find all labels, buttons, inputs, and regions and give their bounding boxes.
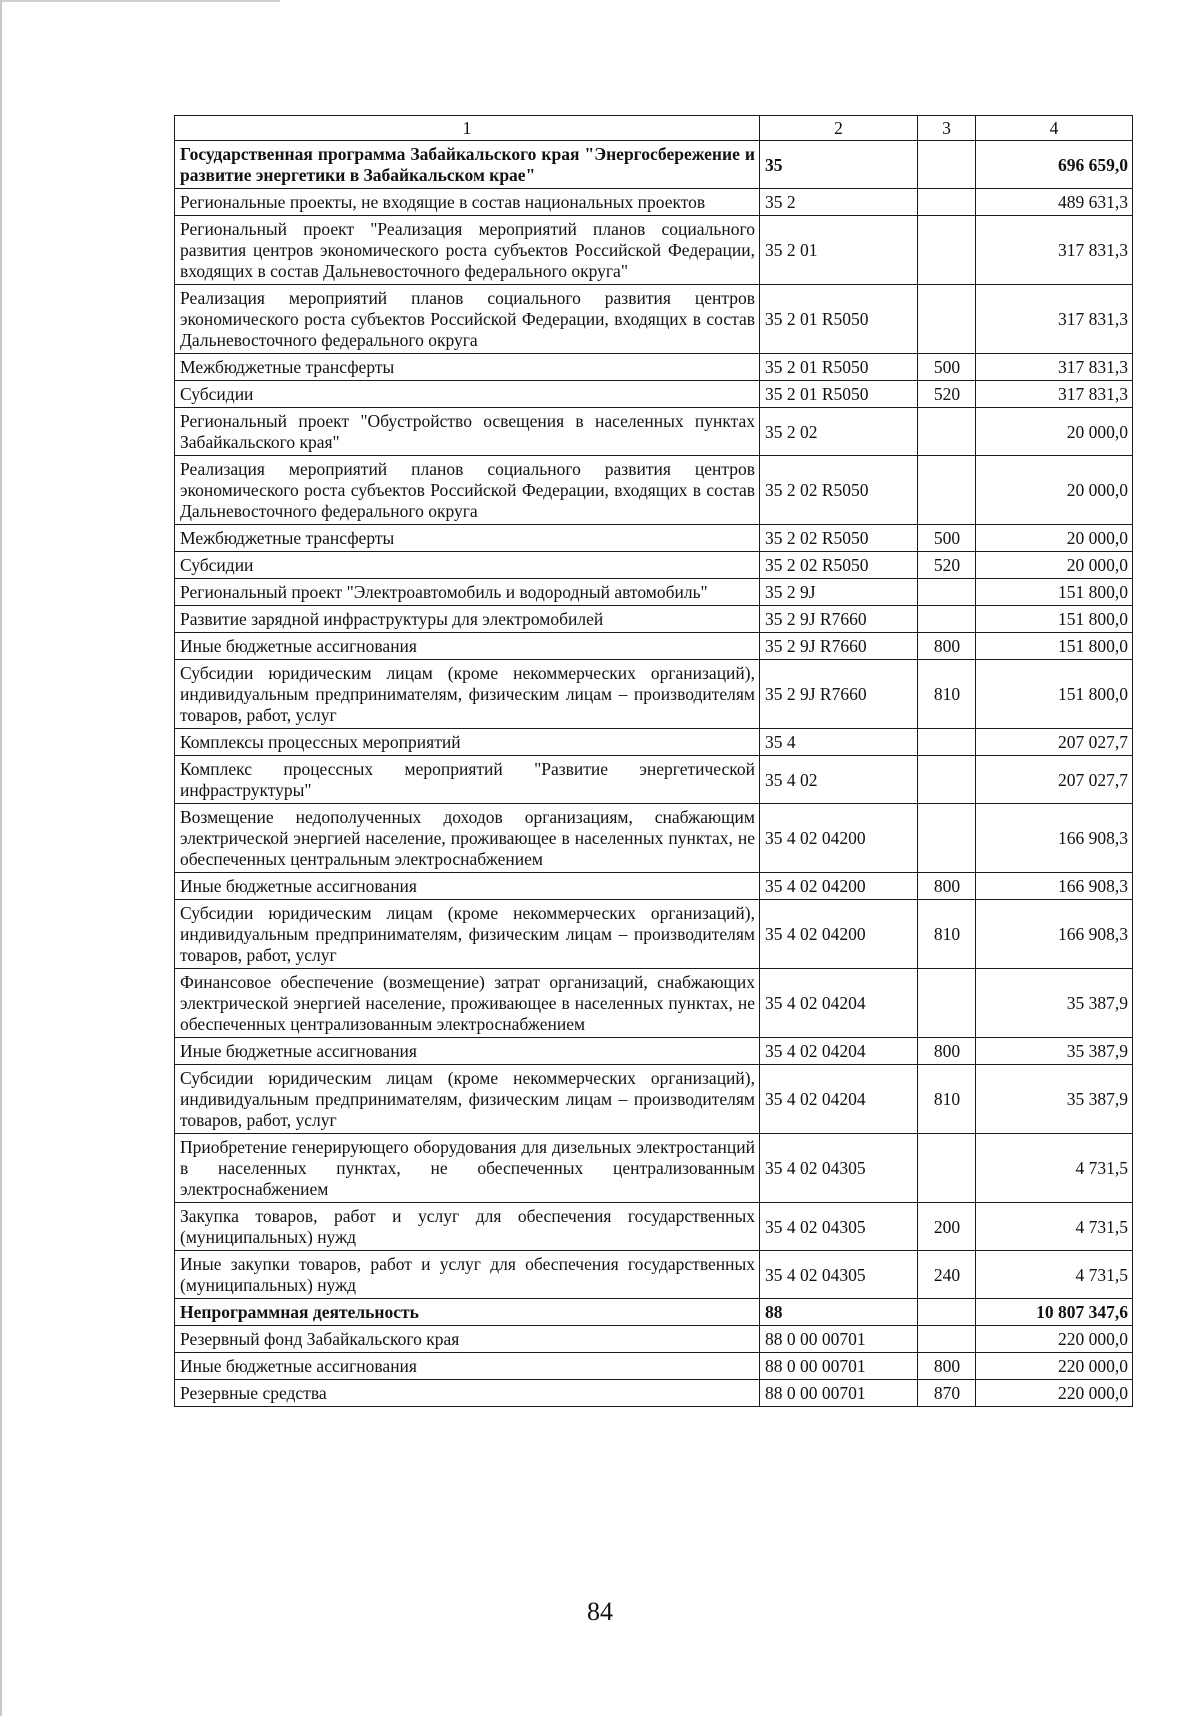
row-code-cell: 35 bbox=[760, 141, 918, 189]
row-expense-type-cell bbox=[918, 141, 976, 189]
table-row bbox=[175, 1251, 1133, 1299]
table-row bbox=[175, 552, 1133, 579]
row-name-cell: Иные бюджетные ассигнования bbox=[175, 1038, 760, 1065]
row-amount-cell: 4 731,5 bbox=[976, 1134, 1133, 1203]
table-row bbox=[175, 216, 1133, 285]
row-amount-cell: 4 731,5 bbox=[976, 1251, 1133, 1299]
row-amount-cell: 166 908,3 bbox=[976, 873, 1133, 900]
row-code-cell: 35 2 9J R7660 bbox=[760, 660, 918, 729]
row-code-cell: 88 0 00 00701 bbox=[760, 1326, 918, 1353]
row-amount-cell: 35 387,9 bbox=[976, 969, 1133, 1038]
row-code-cell: 35 4 bbox=[760, 729, 918, 756]
row-name-cell: Возмещение недополученных доходов организациям, снабжающим электрической энергией население, проживающее в населенных пунктах, не обеспеченных центральным электроснабжением bbox=[175, 804, 760, 873]
header-col-3: 3 bbox=[918, 116, 976, 141]
row-name-cell: Иные закупки товаров, работ и услуг для обеспечения государственных (муниципальных) нужд bbox=[175, 1251, 760, 1299]
table-row bbox=[175, 408, 1133, 456]
row-expense-type-cell bbox=[918, 456, 976, 525]
row-code-cell: 35 4 02 04305 bbox=[760, 1134, 918, 1203]
row-amount-cell: 166 908,3 bbox=[976, 804, 1133, 873]
row-expense-type-cell: 800 bbox=[918, 873, 976, 900]
table-row bbox=[175, 1353, 1133, 1380]
row-amount-cell: 317 831,3 bbox=[976, 216, 1133, 285]
row-expense-type-cell bbox=[918, 1134, 976, 1203]
table-row bbox=[175, 354, 1133, 381]
row-amount-cell: 20 000,0 bbox=[976, 552, 1133, 579]
row-amount-cell: 151 800,0 bbox=[976, 579, 1133, 606]
row-name-cell: Иные бюджетные ассигнования bbox=[175, 1353, 760, 1380]
row-amount-cell: 220 000,0 bbox=[976, 1326, 1133, 1353]
table-row bbox=[175, 606, 1133, 633]
row-amount-cell: 489 631,3 bbox=[976, 189, 1133, 216]
row-expense-type-cell bbox=[918, 969, 976, 1038]
row-expense-type-cell bbox=[918, 285, 976, 354]
row-name-cell: Непрограммная деятельность bbox=[175, 1299, 760, 1326]
row-expense-type-cell bbox=[918, 1299, 976, 1326]
row-code-cell: 35 4 02 04200 bbox=[760, 804, 918, 873]
table-row bbox=[175, 660, 1133, 729]
row-code-cell: 35 4 02 04305 bbox=[760, 1251, 918, 1299]
row-code-cell: 35 2 9J R7660 bbox=[760, 633, 918, 660]
table-row bbox=[175, 1065, 1133, 1134]
table-row bbox=[175, 456, 1133, 525]
row-expense-type-cell bbox=[918, 579, 976, 606]
row-code-cell: 35 2 01 bbox=[760, 216, 918, 285]
row-amount-cell: 166 908,3 bbox=[976, 900, 1133, 969]
table-row bbox=[175, 900, 1133, 969]
row-amount-cell: 220 000,0 bbox=[976, 1353, 1133, 1380]
row-code-cell: 35 2 bbox=[760, 189, 918, 216]
row-name-cell: Субсидии юридическим лицам (кроме некоммерческих организаций), индивидуальным предпринимателям, физическим лицам – производителям товаров, работ, услуг bbox=[175, 900, 760, 969]
row-code-cell: 35 2 01 R5050 bbox=[760, 354, 918, 381]
row-expense-type-cell: 520 bbox=[918, 552, 976, 579]
table-row bbox=[175, 1038, 1133, 1065]
row-expense-type-cell: 800 bbox=[918, 633, 976, 660]
header-col-1: 1 bbox=[175, 116, 760, 141]
row-expense-type-cell: 810 bbox=[918, 1065, 976, 1134]
row-amount-cell: 35 387,9 bbox=[976, 1038, 1133, 1065]
row-name-cell: Иные бюджетные ассигнования bbox=[175, 873, 760, 900]
row-name-cell: Финансовое обеспечение (возмещение) затрат организаций, снабжающих электрической энергией население, проживающее в населенных пунктах, не обеспеченных централизованным электроснабжением bbox=[175, 969, 760, 1038]
row-expense-type-cell bbox=[918, 729, 976, 756]
row-amount-cell: 151 800,0 bbox=[976, 633, 1133, 660]
table-row bbox=[175, 969, 1133, 1038]
table-row bbox=[175, 1203, 1133, 1251]
row-name-cell: Резервные средства bbox=[175, 1380, 760, 1407]
table-row bbox=[175, 633, 1133, 660]
row-expense-type-cell: 800 bbox=[918, 1038, 976, 1065]
row-expense-type-cell bbox=[918, 1326, 976, 1353]
budget-table bbox=[174, 115, 1133, 1407]
row-code-cell: 35 4 02 04204 bbox=[760, 969, 918, 1038]
row-expense-type-cell bbox=[918, 408, 976, 456]
row-amount-cell: 317 831,3 bbox=[976, 381, 1133, 408]
row-amount-cell: 220 000,0 bbox=[976, 1380, 1133, 1407]
row-code-cell: 35 2 02 bbox=[760, 408, 918, 456]
row-amount-cell: 10 807 347,6 bbox=[976, 1299, 1133, 1326]
row-expense-type-cell: 500 bbox=[918, 354, 976, 381]
table-row bbox=[175, 381, 1133, 408]
row-amount-cell: 35 387,9 bbox=[976, 1065, 1133, 1134]
table-row bbox=[175, 579, 1133, 606]
row-expense-type-cell: 200 bbox=[918, 1203, 976, 1251]
row-code-cell: 88 0 00 00701 bbox=[760, 1380, 918, 1407]
table-row bbox=[175, 525, 1133, 552]
table-row bbox=[175, 189, 1133, 216]
row-amount-cell: 20 000,0 bbox=[976, 408, 1133, 456]
row-name-cell: Субсидии bbox=[175, 381, 760, 408]
table-row bbox=[175, 285, 1133, 354]
row-code-cell: 35 4 02 04200 bbox=[760, 873, 918, 900]
row-code-cell: 35 2 02 R5050 bbox=[760, 456, 918, 525]
row-code-cell: 35 2 9J R7660 bbox=[760, 606, 918, 633]
row-amount-cell: 151 800,0 bbox=[976, 606, 1133, 633]
row-amount-cell: 696 659,0 bbox=[976, 141, 1133, 189]
row-name-cell: Реализация мероприятий планов социального развития центров экономического роста субъектов Российской Федерации, входящих в состав Дальневосточного федерального округа bbox=[175, 456, 760, 525]
row-expense-type-cell: 520 bbox=[918, 381, 976, 408]
row-code-cell: 35 4 02 04204 bbox=[760, 1038, 918, 1065]
row-code-cell: 35 2 02 R5050 bbox=[760, 552, 918, 579]
row-code-cell: 88 bbox=[760, 1299, 918, 1326]
row-name-cell: Государственная программа Забайкальского края "Энергосбережение и развитие энергетики в Забайкальском крае" bbox=[175, 141, 760, 189]
row-amount-cell: 207 027,7 bbox=[976, 756, 1133, 804]
row-expense-type-cell: 800 bbox=[918, 1353, 976, 1380]
row-name-cell: Региональный проект "Реализация мероприятий планов социального развития центров экономического роста субъектов Российской Федерации, входящих в состав Дальневосточного федерального округа" bbox=[175, 216, 760, 285]
row-name-cell: Реализация мероприятий планов социального развития центров экономического роста субъектов Российской Федерации, входящих в состав Дальневосточного федерального округа bbox=[175, 285, 760, 354]
row-code-cell: 35 4 02 04305 bbox=[760, 1203, 918, 1251]
row-code-cell: 35 4 02 bbox=[760, 756, 918, 804]
row-expense-type-cell bbox=[918, 189, 976, 216]
row-name-cell: Региональный проект "Обустройство освещения в населенных пунктах Забайкальского края" bbox=[175, 408, 760, 456]
row-code-cell: 35 4 02 04204 bbox=[760, 1065, 918, 1134]
table-row bbox=[175, 1299, 1133, 1326]
row-amount-cell: 4 731,5 bbox=[976, 1203, 1133, 1251]
row-code-cell: 35 2 02 R5050 bbox=[760, 525, 918, 552]
row-name-cell: Комплексы процессных мероприятий bbox=[175, 729, 760, 756]
row-code-cell: 88 0 00 00701 bbox=[760, 1353, 918, 1380]
row-expense-type-cell bbox=[918, 804, 976, 873]
row-name-cell: Закупка товаров, работ и услуг для обеспечения государственных (муниципальных) нужд bbox=[175, 1203, 760, 1251]
row-expense-type-cell: 240 bbox=[918, 1251, 976, 1299]
row-amount-cell: 151 800,0 bbox=[976, 660, 1133, 729]
row-name-cell: Межбюджетные трансферты bbox=[175, 525, 760, 552]
row-name-cell: Развитие зарядной инфраструктуры для электромобилей bbox=[175, 606, 760, 633]
row-code-cell: 35 2 01 R5050 bbox=[760, 285, 918, 354]
table-row bbox=[175, 141, 1133, 189]
row-name-cell: Приобретение генерирующего оборудования для дизельных электростанций в населенных пунктах, не обеспеченных централизованным электроснабжением bbox=[175, 1134, 760, 1203]
row-amount-cell: 207 027,7 bbox=[976, 729, 1133, 756]
row-expense-type-cell bbox=[918, 216, 976, 285]
table-row bbox=[175, 756, 1133, 804]
table-row bbox=[175, 1134, 1133, 1203]
scan-top-line bbox=[0, 0, 280, 2]
row-amount-cell: 20 000,0 bbox=[976, 525, 1133, 552]
table-row bbox=[175, 1380, 1133, 1407]
row-name-cell: Иные бюджетные ассигнования bbox=[175, 633, 760, 660]
row-name-cell: Региональные проекты, не входящие в состав национальных проектов bbox=[175, 189, 760, 216]
row-name-cell: Региональный проект "Электроавтомобиль и водородный автомобиль" bbox=[175, 579, 760, 606]
table-row bbox=[175, 729, 1133, 756]
row-code-cell: 35 4 02 04200 bbox=[760, 900, 918, 969]
row-expense-type-cell bbox=[918, 606, 976, 633]
row-expense-type-cell bbox=[918, 756, 976, 804]
row-amount-cell: 317 831,3 bbox=[976, 285, 1133, 354]
row-name-cell: Субсидии юридическим лицам (кроме некоммерческих организаций), индивидуальным предпринимателям, физическим лицам – производителям товаров, работ, услуг bbox=[175, 660, 760, 729]
row-name-cell: Комплекс процессных мероприятий "Развитие энергетической инфраструктуры" bbox=[175, 756, 760, 804]
header-col-4: 4 bbox=[976, 116, 1133, 141]
row-amount-cell: 317 831,3 bbox=[976, 354, 1133, 381]
header-col-2: 2 bbox=[760, 116, 918, 141]
row-code-cell: 35 2 9J bbox=[760, 579, 918, 606]
row-name-cell: Субсидии bbox=[175, 552, 760, 579]
row-name-cell: Субсидии юридическим лицам (кроме некоммерческих организаций), индивидуальным предпринимателям, физическим лицам – производителям товаров, работ, услуг bbox=[175, 1065, 760, 1134]
table-row bbox=[175, 1326, 1133, 1353]
table-row bbox=[175, 804, 1133, 873]
table-row bbox=[175, 873, 1133, 900]
row-expense-type-cell: 810 bbox=[918, 900, 976, 969]
row-expense-type-cell: 870 bbox=[918, 1380, 976, 1407]
row-name-cell: Межбюджетные трансферты bbox=[175, 354, 760, 381]
row-amount-cell: 20 000,0 bbox=[976, 456, 1133, 525]
row-expense-type-cell: 810 bbox=[918, 660, 976, 729]
scan-edge-line bbox=[0, 0, 2, 1716]
row-name-cell: Резервный фонд Забайкальского края bbox=[175, 1326, 760, 1353]
page-number: 84 bbox=[587, 1597, 613, 1626]
table-header-row bbox=[175, 116, 1133, 141]
row-code-cell: 35 2 01 R5050 bbox=[760, 381, 918, 408]
row-expense-type-cell: 500 bbox=[918, 525, 976, 552]
